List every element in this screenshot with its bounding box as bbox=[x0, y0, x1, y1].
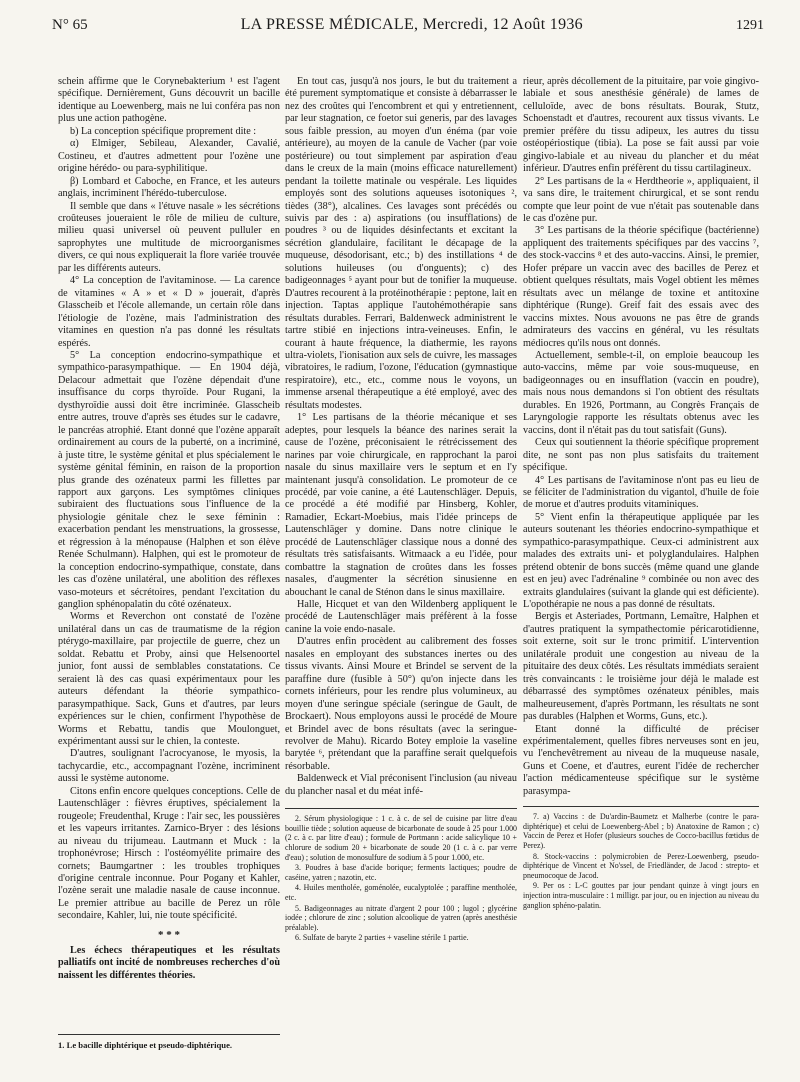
paragraph: D'autres, soulignant l'acrocyanose, le myosis, la tachycardie, etc., accompagnant l'ozène, incriminent aussi le système autonome. bbox=[58, 748, 280, 785]
footnote: 5. Badigeonnages au nitrate d'argent 2 pour 100 ; lugol ; glycérine iodée ; chlorure de zinc ; solution alcoolique de yatren (après anesthésie préalable). bbox=[285, 903, 517, 932]
page-number: 1291 bbox=[736, 18, 764, 33]
footnote: 8. Stock-vaccins : polymicrobien de Perez-Loewenberg, pseudo-diphtérique de Vincent et No'ssel, de Friedländer, de Jacod : strepto- et pneumocoque de Jacod. bbox=[523, 851, 759, 880]
footnote: 6. Sulfate de baryte 2 parties + vaseline stérile 1 partie. bbox=[295, 933, 469, 943]
paragraph: Bergis et Asteriades, Portmann, Lemaître, Halphen et d'autres pratiquent la sympathectomie péricarotidienne, soit externe, soit sur le tronc primitif. L'intervention unilatérale produit une congestion au niveau de la pituitaire des deux côtés. Les résultats immédiats seraient très convaincants : le troisième jour déjà le malade est débarrassé des symptômes ozénateux pénibles, mais malheureusement, d'après Portmann, les résultats ne sont pas durables (Halphen et Worms, Guns, etc.). bbox=[523, 611, 759, 723]
paragraph: Il semble que dans « l'étuve nasale » les sécrétions croûteuses joueraient le rôle de milieu de culture, milieu quasi universel où peuvent pulluler en saprophytes une multitude de microorganismes divers, ce qui nous expliquerait la flore variée trouvée par les différents auteurs. bbox=[58, 200, 280, 274]
column-1 bbox=[58, 76, 280, 1050]
paragraph: 4° Les partisans de l'avitaminose n'ont pas eu lieu de se féliciter de l'administration du vigantol, d'huile de foie de morue et d'autres produits vitaminiques. bbox=[523, 474, 759, 511]
paragraph: Actuellement, semble-t-il, on emploie beaucoup les auto-vaccins, même par voie sous-muqueuse, en badigeonnages ou en insufflation (vaccin en poudre), mais nous nous demandons si l'on obtient des résultats durables. En 1926, Portmann, au Congrès Français de Laryngologie rapporte les résultats obtenus avec les vaccins, dont il n'était pas du tout satisfait (Guns). bbox=[523, 349, 759, 436]
paragraph: Ceux qui soutiennent la théorie spécifique proprement dite, ne sont pas non plus satisfaits du traitement spécifique. bbox=[523, 437, 759, 474]
paragraph: b) La conception spécifique proprement dite : bbox=[70, 125, 257, 137]
paragraph: 1° Les partisans de la théorie mécanique et ses adeptes, pour lesquels la béance des narines serait la cause de l'ozène, préconisaient le rétrécissement des narines par voie chirurgicale, en rapprochant la paroi nasale du sinus maxillaire vers le septum et en l'y maintenant jusqu'à consolidation. Le promoteur de ce procédé, par voie canine, a été Lautenschläger. Depuis, ce procédé a été modifié par Hinsberg, Kohler, Ramadier, Eckart-Moebius, mais l'idée princeps de Lautenschläger y domine. Dans notre clinique le procédé de Lautenschläger classique nous a donné des résultats très satisfaisants. Witmaack a eu l'idée, pour combattre la stagnation de croûtes dans les fosses nasales, d'augmenter la sécrétion sinusienne en abouchant le canal de Sténon dans le sinus maxillaire. bbox=[285, 412, 517, 598]
paragraph: Citons enfin encore quelques conceptions. Celle de Lautenschläger : fièvres éruptives, spécialement la rougeole; Freudenthal, Kruge : l'air sec, les poussières et les vapeurs irritantes. Zarnico-Bryer : des lésions au niveau du trijumeau. Lautmann et Muck : la trophonévrose; Hirsch : l'ostéomyélite primaire des cornets; Baumgartner : les troubles trophiques d'origine centrale inconnue. Pour Pogany et Kahler, l'ozène serait une maladie nasale de cause inconnue. Le premier attribue au bacille de Perez un rôle secondaire, Kahler, lui, nie toute spécificité. bbox=[58, 785, 280, 922]
paragraph: Baldenweck et Vial préconisent l'inclusion (au niveau du plancher nasal et du méat infé- bbox=[285, 773, 517, 797]
paragraph: Worms et Reverchon ont constaté de l'ozène unilatéral dans un cas de traumatisme de la région ptérygo-maxillaire, par projectile de guerre, chez un soldat. Rebattu et Proby, ainsi que Helsenoortel junior, font aussi de semblables constatations. Ce seraient là des cas quasi expérimentaux pour les auteurs défendant la théorie sympathico-parasympathique. Sack, Guns et d'autres, par leurs expériences sur le chien, confirment l'hypothèse de Worms et Rebattu, tandis que Moulonguet, expérimentant aussi sur le chien, la conteste. bbox=[58, 611, 280, 748]
footnotes-col1 bbox=[58, 1026, 280, 1051]
footnotes-col3 bbox=[523, 806, 759, 910]
paragraph: 3° Les partisans de la théorie spécifique (bactérienne) appliquent des traitements spécifiques par des vaccins ⁷, des stock-vaccins ⁸ et des auto-vaccins. Ainsi, le premier, Hofer prépare un vaccin avec des bacilles de Perez et obtient quelques résultats, mais Vogel obtient les mêmes résultats avec un mélange de toxine et antitoxine diphtérique (Runge). Greif fait des essais avec des vaccins mixtes. Nous avouons ne pas être de grands admirateurs des vaccins en général, vu les résultats médiocres qu'ils nous ont donnés. bbox=[523, 225, 759, 349]
paragraph: α) Elmiger, Sebileau, Alexander, Cavalié, Costineu, et d'autres admettent pour l'ozène une origine hérédo- ou para-syphilitique. bbox=[58, 138, 280, 175]
page-header bbox=[52, 16, 764, 38]
paragraph: 5° Vient enfin la thérapeutique appliquée par les auteurs soutenant les théories endocrino-sympathique et sympathico-parasympathique. Ceux-ci administrent aux malades des extraits uni- et polyglandulaires. Halphen prétend obtenir de bons succès (même quand une glande est en jeu) avec l'adrénaline ⁹ combinée ou non avec des extraits glandulaires (suivant la glande qui est déficiente). L'opothérapie ne nous a pas donné de résultats. bbox=[523, 511, 759, 611]
paragraph: schein affirme que le Corynebakterium ¹ est l'agent spécifique. Dernièrement, Guns découvrit un bacille identique au Loewenberg, mais ne lui conféra pas non plus une action pathogène. bbox=[58, 76, 280, 125]
column-3 bbox=[523, 76, 759, 911]
footnote: 3. Poudres à base d'acide borique; ferments lactiques; poudre de caséine, yatren ; nazotin, etc. bbox=[285, 863, 517, 882]
footnote-rule bbox=[523, 806, 759, 807]
footnote: 4. Huiles mentholée, goménolée, eucalyptolée ; paraffine mentholée, etc. bbox=[285, 883, 517, 903]
paragraph: 5° La conception endocrino-sympathique et sympathico-parasympathique. — En 1904 déjà, Delacour admettait que l'ozène dépendait d'une insuffisance du corps thyroïde. Pour Rugani, la dysthyroïdie aussi doit être incriminée. Glasscheib entre autres, trouve d'après ses études sur le cadavre, le pancréas atrophié. Etant donné que l'ozène apparaît ordinairement au cours de la puberté, on a incriminé, à juste titre, le système génital et plus spécialement le système génital féminin, en raison de la proportion plus grande des ozénateux parmi les fillettes par rapport aux garçons. Les symptômes cliniques subiraient des fluctuations sous l'influence de la physiologie génitale chez le sexe féminin : exacerbation pendant les menstruations, la grossesse, et régression à la ménopause (Halphen et son élève Renée Schulmann). Halphen, qui est le promoteur de la conception endocrino-sympathique, constate, dans les cas d'ozène unilatéral, une abolition des réflexes vaso-moteurs et sécrétoires, pendant l'excitation du ganglion sphénopalatin du côté ozénateux. bbox=[58, 349, 280, 611]
footnote: 1. Le bacille diphtérique et pseudo-diphtérique. bbox=[58, 1040, 233, 1050]
paragraph: 2° Les partisans de la « Herdtheorie », appliquaient, il va sans dire, le traitement chirurgical, et se sont rendu compte que leur point de vue n'était pas soutenable dans le cas d'ozène pur. bbox=[523, 175, 759, 224]
paragraph: Etant donné la difficulté de préciser expérimentalement, quelles fibres nerveuses sont en jeu, vu l'enchevêtrement au niveau de la muqueuse nasale, Guns et Coene, et d'autres, eurent l'idée de rechercher l'action médicamenteuse spécifique sur le système parasympa- bbox=[523, 723, 759, 797]
section-intro: Les échecs thérapeutiques et les résultats palliatifs ont incité de nombreuses recherches d'où naissent les différentes théories. bbox=[58, 944, 280, 981]
footnote-rule bbox=[285, 808, 517, 809]
paragraph: β) Lombard et Caboche, en France, et les auteurs anglais, incriminent l'hérédo-tuberculose. bbox=[58, 175, 280, 200]
footnote: 7. a) Vaccins : de Du'ardin-Baumetz et Malherbe (contre le para-diphtérique) et celui de Loewenberg-Abel ; b) Anatoxine de Ramon ; c) Vaccin de Perez et Hofer (plusieurs souches de Cocco-bacillus fœtidus de Perez). bbox=[523, 812, 759, 851]
column-2 bbox=[285, 76, 517, 944]
footnote-rule bbox=[58, 1034, 280, 1035]
issue-number: N° 65 bbox=[52, 17, 88, 33]
paragraph: Halle, Hicquet et van den Wildenberg appliquent le procédé de Lautenschläger mais préfèrent à la fosse canine la voie endo-nasale. bbox=[285, 599, 517, 635]
paragraph: En tout cas, jusqu'à nos jours, le but du traitement a été purement symptomatique et consiste à débarrasser le nez des croûtes qui l'encombrent et qui y entretiennent, par leur stagnation, ce foetor sui generis, par des lavages sous faible pression, au moyen d'un énéma (par voie antérieure), au moyen de la canule de Vacher (par voie postérieure) ou tout simplement par aspiration d'eau dans le creux de la main (moins efficace naturellement) pendant la toilette matinale ou vespérale. Les liquides employés sont des solutions aqueuses isotoniques ², tièdes (38°), alcalines. Ces lavages sont précédés ou suivis par des : a) aspirations (ou insufflations) de poudres ³ ou de liquides désinfectants et excitant la sécrétion glandulaire, facilitant le décapage de la muqueuse, désodorisant, etc.; b) des instillations ⁴ de solutions huileuses (ou d'onguents); c) des badigeonnages ⁵ ayant pour but de tonifier la muqueuse. D'autres recourent à la protéinothérapie : peptone, lait en injection. Taptas applique l'autohémothérapie sans résultats durables. Ferrari, Baldenweck administrent le tartre stibié en injections intra-veineuses. Enfin, le courant à haute fréquence, la diathermie, les rayons ultra-violets, l'ionisation aux sels de cuivre, les massages vibratoires, le radium, l'ozone, l'éducation (gymnastique respiratoire), etc., etc., comme nous le voyons, un immense arsenal thérapeutique a été employé, avec des résultats modestes. bbox=[285, 76, 517, 411]
footnote: 2. Sérum physiologique : 1 c. à c. de sel de cuisine par litre d'eau bouillie tiède ; solution aqueuse de bicarbonate de soude à 25 pour 1.000 (2 c. à c. par litre d'eau) ; formule de Portmann : acide salicylique 10 + chlorure de sodium 20 + bicarbonate de soude 20 (1 c. à c. par verre d'eau) ; solution de monosulfure de sodium à 5 pour 1.000, etc. bbox=[285, 814, 517, 862]
paragraph: 4° La conception de l'avitaminose. — La carence de vitamines « A » et « D » jouerait, d'après Glasscheib et l'école allemande, un certain rôle dans l'étiologie de l'ozène, mais l'administration des vitamines en question n'a pas donné les résultats espérés. bbox=[58, 275, 280, 349]
section-separator: * * * bbox=[158, 928, 180, 941]
footnotes-col2 bbox=[285, 808, 517, 943]
paragraph: rieur, après décollement de la pituitaire, par voie gingivo-labiale et sous anesthésie générale) de lames de celluloïde, avec de bons résultats. Bourak, Stutz, Schoenstadt et d'autres, recourent aux tissus vivants. Le premier préfère du tissu adipeux, les autres du tissu ostéopériostique (tibia). La pose se fait aussi par voie gingivo-labiale et au niveau du plancher et du méat inférieur. D'autres enfin préfèrent du tissu cartilagineux. bbox=[523, 76, 759, 175]
footnote: 9. Per os : L-C gouttes par jour pendant quinze à vingt jours en injection intra-musculaire : 1 milligr. par jour, ou en injection au niveau du ganglion sphéno-palatin. bbox=[523, 881, 759, 910]
publication-title: LA PRESSE MÉDICALE, Mercredi, 12 Août 1936 bbox=[240, 16, 583, 33]
paragraph: D'autres enfin procèdent au calibrement des fosses nasales en employant des substances inertes ou des tissus vivants. Ainsi Moure et Brindel se servent de la paraffine dure (fusible à 50°) qu'on injecte dans les cornets inférieurs, pour les rendre plus volumineux, au moyen d'une seringue spéciale (seringue de Gault, de Brockaert). Nous employons aussi le procédé de Moure et Brindel avec de bons résultats (avec la seringue-revolver de Mahu). Ricardo Botey emploie la vaseline barytée ⁶, prétendant que la paraffine serait quelquefois résorbable. bbox=[285, 636, 517, 772]
